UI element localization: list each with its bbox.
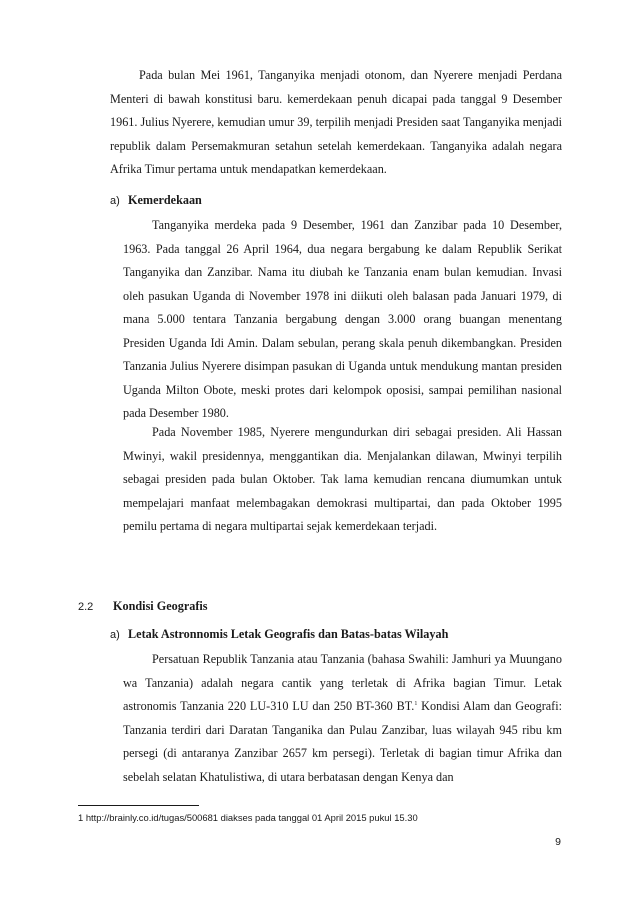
list-marker: a)	[110, 629, 120, 641]
footnote: 1 http://brainly.co.id/tugas/500681 diakses pada tanggal 01 April 2015 pukul 15.30	[78, 812, 418, 823]
page-number: 9	[555, 836, 561, 848]
footnote-reference[interactable]: 1	[414, 700, 418, 707]
subheading-title: Kemerdekaan	[128, 193, 202, 207]
subheading-kemerdekaan	[110, 193, 202, 208]
paragraph-intro: Pada bulan Mei 1961, Tanganyika menjadi otonom, dan Nyerere menjadi Perdana Menteri di bawah konstitusi baru. kemerdekaan penuh dicapai pada tanggal 9 Desember 1961. Julius Nyerere, kemudian umur 39, terpilih menjadi Presiden saat Tanganyika menjadi republik dalam Persemakmuran setahun setelah kemerdekaan. Tanganyika adalah negara Afrika Timur pertama untuk mendapatkan kemerdekaan.	[110, 68, 562, 176]
paragraph-text: Persatuan Republik Tanzania atau Tanzania (bahasa Swahili: Jamhuri ya Muungano wa Tanzania) adalah negara cantik yang terletak di Afrika bagian Timur. Letak astronomis Tanzania 220 LU-310 LU dan 250 BT-360 BT.	[123, 652, 562, 713]
paragraph-letak	[123, 648, 562, 789]
paragraph-kemerdekaan-1: Tanganyika merdeka pada 9 Desember, 1961 dan Zanzibar pada 10 Desember, 1963. Pada tanggal 26 April 1964, dua negara bergabung ke dalam Republik Serikat Tanganyika dan Zanzibar. Nama itu diubah ke Tanzania enam bulan kemudian. Invasi oleh pasukan Uganda di November 1978 ini diikuti oleh balasan pada Januari 1979, di mana 5.000 tentara Tanzania bergabung dengan 3.000 orang buangan menentang Presiden Uganda Idi Amin. Dalam sebulan, perang skala penuh dikembangkan. Presiden Tanzania Julius Nyerere disimpan pasukan di Uganda untuk mendukung mantan presiden Uganda Milton Obote, meski protes dari kelompok oposisi, sampai pemilihan nasional pada Desember 1980.	[123, 218, 562, 420]
subheading-letak	[110, 627, 448, 642]
section-number: 2.2	[78, 601, 94, 613]
section-heading	[78, 599, 208, 614]
section-title: Kondisi Geografis	[113, 599, 208, 613]
footnote-separator	[78, 805, 199, 806]
paragraph-text: Kondisi Alam dan Geografi: Tanzania terdiri dari Daratan Tanganika dan Pulau Zanzibar, luas wilayah 945 ribu km persegi (di antaranya Zanzibar 2657 km persegi). Terletak di bagian timur Afrika dan sebelah selatan Khatulistiwa, di utara berbatasan dengan Kenya dan	[123, 699, 562, 784]
list-marker: a)	[110, 195, 120, 207]
subheading-title: Letak Astronnomis Letak Geografis dan Batas-batas Wilayah	[128, 627, 449, 641]
paragraph-kemerdekaan-2: Pada November 1985, Nyerere mengundurkan diri sebagai presiden. Ali Hassan Mwinyi, wakil presidennya, menggantikan dia. Menjalankan dilawan, Mwinyi terpilih sebagai presiden pada bulan Oktober. Tak lama kemudian rencana diumumkan untuk mempelajari manfaat melembagakan demokrasi multipartai, dan pada Oktober 1995 pemilu pertama di negara multipartai sejak kemerdekaan terjadi.	[123, 425, 562, 533]
